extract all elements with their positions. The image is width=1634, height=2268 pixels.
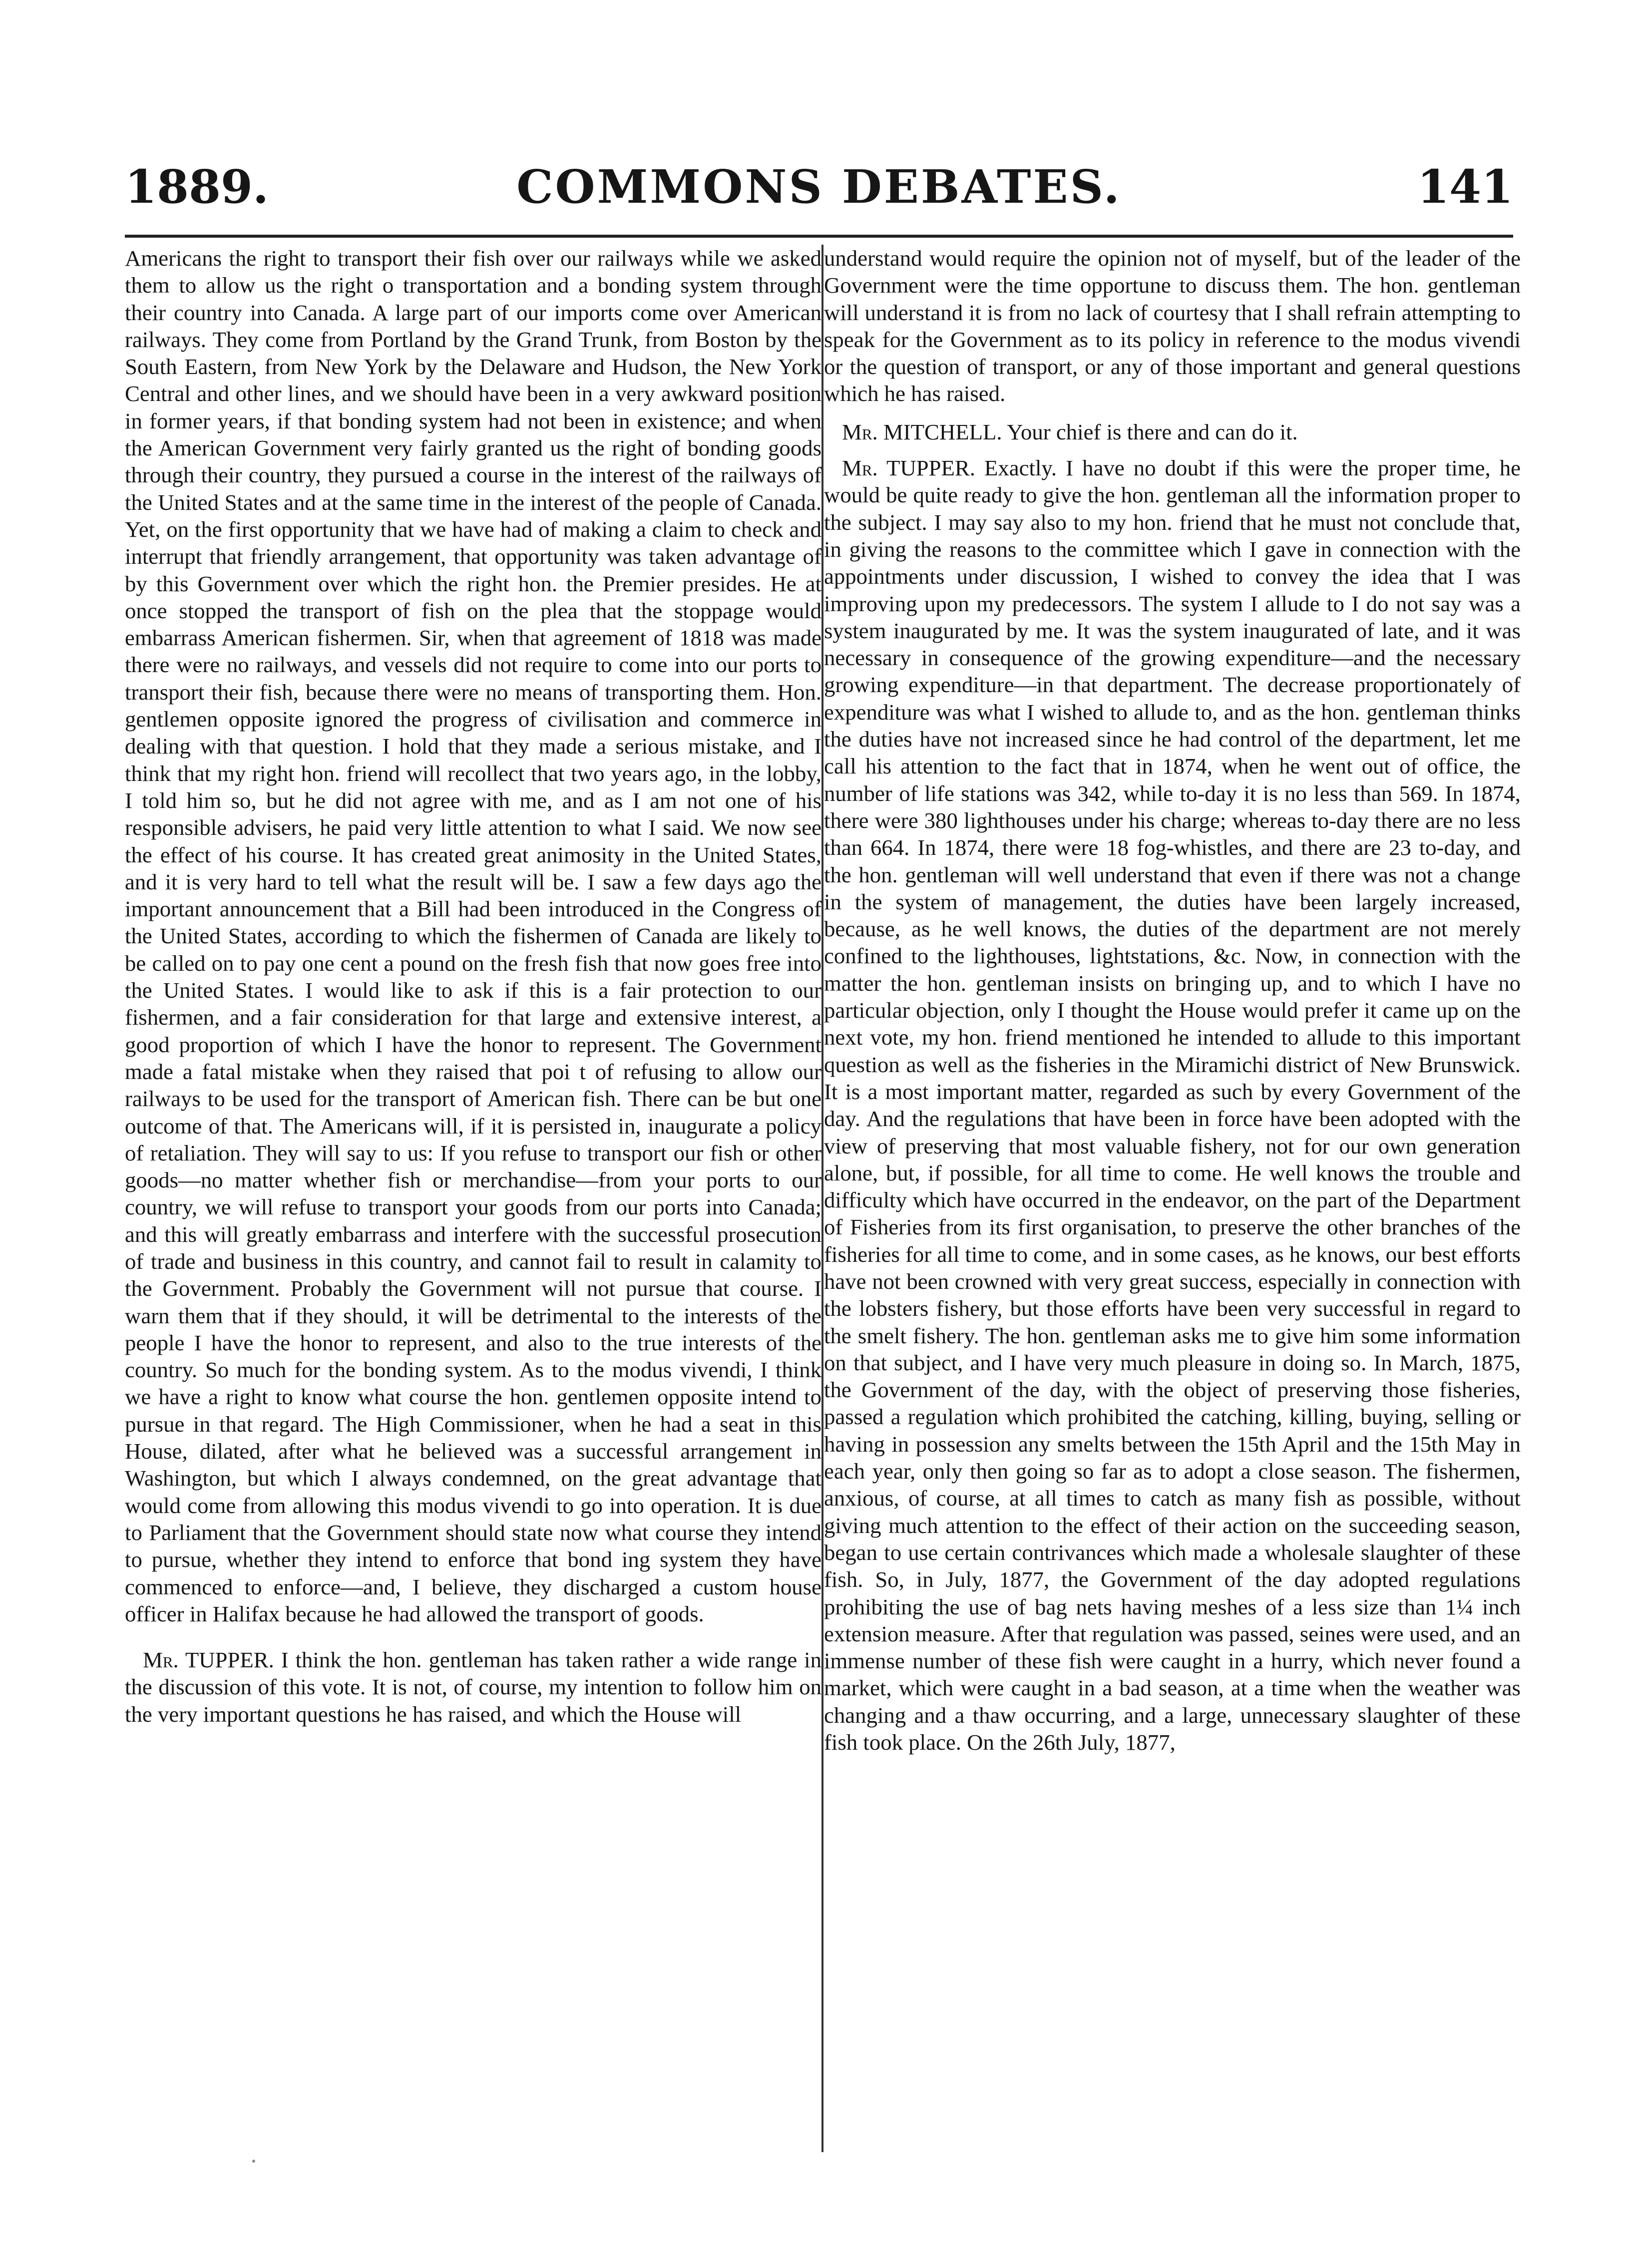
speaker-name: Mr. TUPPER. (143, 1647, 274, 1673)
speaker-name: Mr. MITCHELL. (842, 419, 1002, 444)
right-column (824, 245, 1521, 2172)
header-page-number: 141 (1417, 160, 1513, 214)
right-paragraph-2 (824, 418, 1521, 445)
column-divider (821, 245, 823, 2152)
left-paragraph-1: Americans the right to transport their fish over our railways while we asked them to allow us the right o transportation and a bonding system through their country into Canada. A large part of our imports come over American railways. They come from Portland by the Grand Trunk, from Boston by the South Eastern, from New York by the Delaware and Hudson, the New York Central and other lines, and we should have been in a very awkward position in former years, if that bonding system had not been in existence; and when the American Government very fairly granted us the right of bonding goods through their country, they pursued a course in the interest of the railways of the United States and at the same time in the interest of the people of Canada. Yet, on the first opportunity that we have had of making a claim to check and interrupt that friendly arrangement, that opportunity was taken advantage of by this Government over which the right hon. the Premier presides. He at once stopped the transport of fish on the plea that the stoppage would embarrass American fishermen. Sir, when that agreement of 1818 was made there were no railways, and vessels did not require to come into our ports to transport their fish, because there were no means of transporting them. Hon. gentlemen opposite ignored the progress of civilisation and commerce in dealing with that question. I hold that they made a serious mistake, and I think that my right hon. friend will recollect that two years ago, in the lobby, I told him so, but he did not agree with me, and as I am not one of his responsible advisers, he paid very little attention to what I said. We now see the effect of his course. It has created great animosity in the United States, and it is very hard to tell what the result will be. I saw a few days ago the important announcement that a Bill had been introduced in the Congress of the United States, according to which the fishermen of Canada are likely to be called on to pay one cent a pound on the fresh fish that now goes free into the United States. I would like to ask if this is a fair protection to our fishermen, and a fair consideration for that large and extensive interest, a good proportion of which I have the honor to represent. The Government made a fatal mistake when they raised that poi t of refusing to allow our railways to be used for the transport of American fish. There can be but one outcome of that. The Americans will, if it is persisted in, inaugurate a policy of retaliation. They will say to us: If you refuse to transport our fish or other goods—no matter whether fish or merchandise—from your ports to our country, we will refuse to transport your goods from our ports into Canada; and this will greatly embarrass and interfere with the successful prosecution of trade and business in this country, and cannot fail to result in calamity to the Government. Probably the Government will not pursue that course. I warn them that if they should, it will be detrimental to the interests of the people I have the honor to represent, and also to the true interests of the country. So much for the bonding system. As to the modus vivendi, I think we have a right to know what course the hon. gentlemen opposite intend to pursue in that regard. The High Commissioner, when he had a seat in this House, dilated, after what he believed was a successful arrangement in Washington, but which I always condemned, on the great advantage that would come from allowing this modus vivendi to go into operation. It is due to Parliament that the Government should state now what course they intend to pursue, whether they intend to enforce that bond ing system they have commenced to enforce—and, I believe, they discharged a custom house officer in Halifax because he had allowed the transport of goods. (125, 246, 821, 1626)
header-year: 1889. (125, 160, 269, 214)
page-header (125, 150, 1513, 220)
speech-text: I think the hon. gentleman has taken rather a wide range in the discussion of this vote. It is not, of course, my intention to follow him on the very important questions he has raised, and which the House will (125, 1647, 821, 1727)
speaker-name: Mr. TUPPER. (842, 455, 975, 481)
left-paragraph-2 (125, 1646, 821, 1728)
left-column (125, 245, 821, 2172)
speech-text: Exactly. I have no doubt if this were the proper time, he would be quite ready to give the hon. gentleman all the information proper to the subject. I may say also to my hon. friend that he must not conclude that, in giving the reasons to the committee which I gave in connection with the appointments under discussion, I wished to convey the idea that I was improving upon my predecessors. The system I allude to I do not say was a system inaugurated by me. It was the system inaugurated of late, and it was necessary in consequence of the growing expenditure—and the necessary growing expenditure—in that department. The decrease proportionately of expenditure was what I wished to allude to, and as the hon. gentleman thinks the duties have not increased since he had control of the department, let me call his attention to the fact that in 1874, when he went out of office, the number of life stations was 342, while to-day it is no less than 569. In 1874, there were 380 lighthouses under his charge; whereas to-day there are no less than 664. In 1874, there were 18 fog-whistles, and there are 23 to-day, and the hon. gentleman will well understand that even if there was not a change in the system of management, the duties have been largely increased, because, as he well knows, the duties of the department are not merely confined to the lighthouses, lightstations, &c. Now, in connection with the matter the hon. gentleman insists on bringing up, and to which I have no particular objection, only I thought the House would prefer it came up on the next vote, my hon. friend mentioned he intended to allude to this important question as well as the fisheries in the Miramichi district of New Brunswick. It is a most important matter, regarded as such by every Government of the day. And the regulations that have been in force have been adopted with the view of preserving that most valuable fishery, not for our own generation alone, but, if possible, for all time to come. He well knows the trouble and difficulty which have occurred in the endeavor, on the part of the Department of Fisheries from its first organisation, to preserve the other branches of the fisheries for all time to come, and in some cases, as he knows, our best efforts have not been crowned with very great success, especially in connection with the lobsters fishery, but those efforts have been very successful in regard to the smelt fishery. The hon. gentleman asks me to give him some information on that subject, and I have very much pleasure in doing so. In March, 1875, the Government of the day, with the object of preserving those fisheries, passed a regulation which prohibited the catching, killing, buying, selling or having in possession any smelts between the 15th April and the 15th May in each year, only then going so far as to adopt a close season. The fishermen, anxious, of course, at all times to catch as many fish as possible, without giving much attention to the effect of their action on the succeeding season, began to use certain contrivances which made a wholesale slaughter of these fish. So, in July, 1877, the Government of the day adopted regulations prohibiting the use of bag nets having meshes of a less size than 1¼ inch extension measure. After that regulation was passed, seines were used, and an immense number of these fish were caught in a hurry, which never found a market, which were caught in a bad season, at a time when the weather was changing and a thaw occurring, and a large, unnecessary slaughter of these fish took place. On the 26th July, 1877, (824, 455, 1521, 1755)
right-paragraph-1: understand would require the opinion not of myself, but of the leader of the Government were the time opportune to discuss them. The hon. gentleman will understand it is from no lack of courtesy that I shall refrain attempting to speak for the Government as to its policy in reference to the modus vivendi or the question of transport, or any of those important and general questions which he has raised. (824, 246, 1521, 406)
page-speck (252, 2160, 255, 2163)
header-title: COMMONS DEBATES. (516, 160, 1122, 214)
right-paragraph-3 (824, 454, 1521, 1756)
header-rule (125, 235, 1513, 238)
speech-text: Your chief is there and can do it. (1007, 419, 1298, 444)
